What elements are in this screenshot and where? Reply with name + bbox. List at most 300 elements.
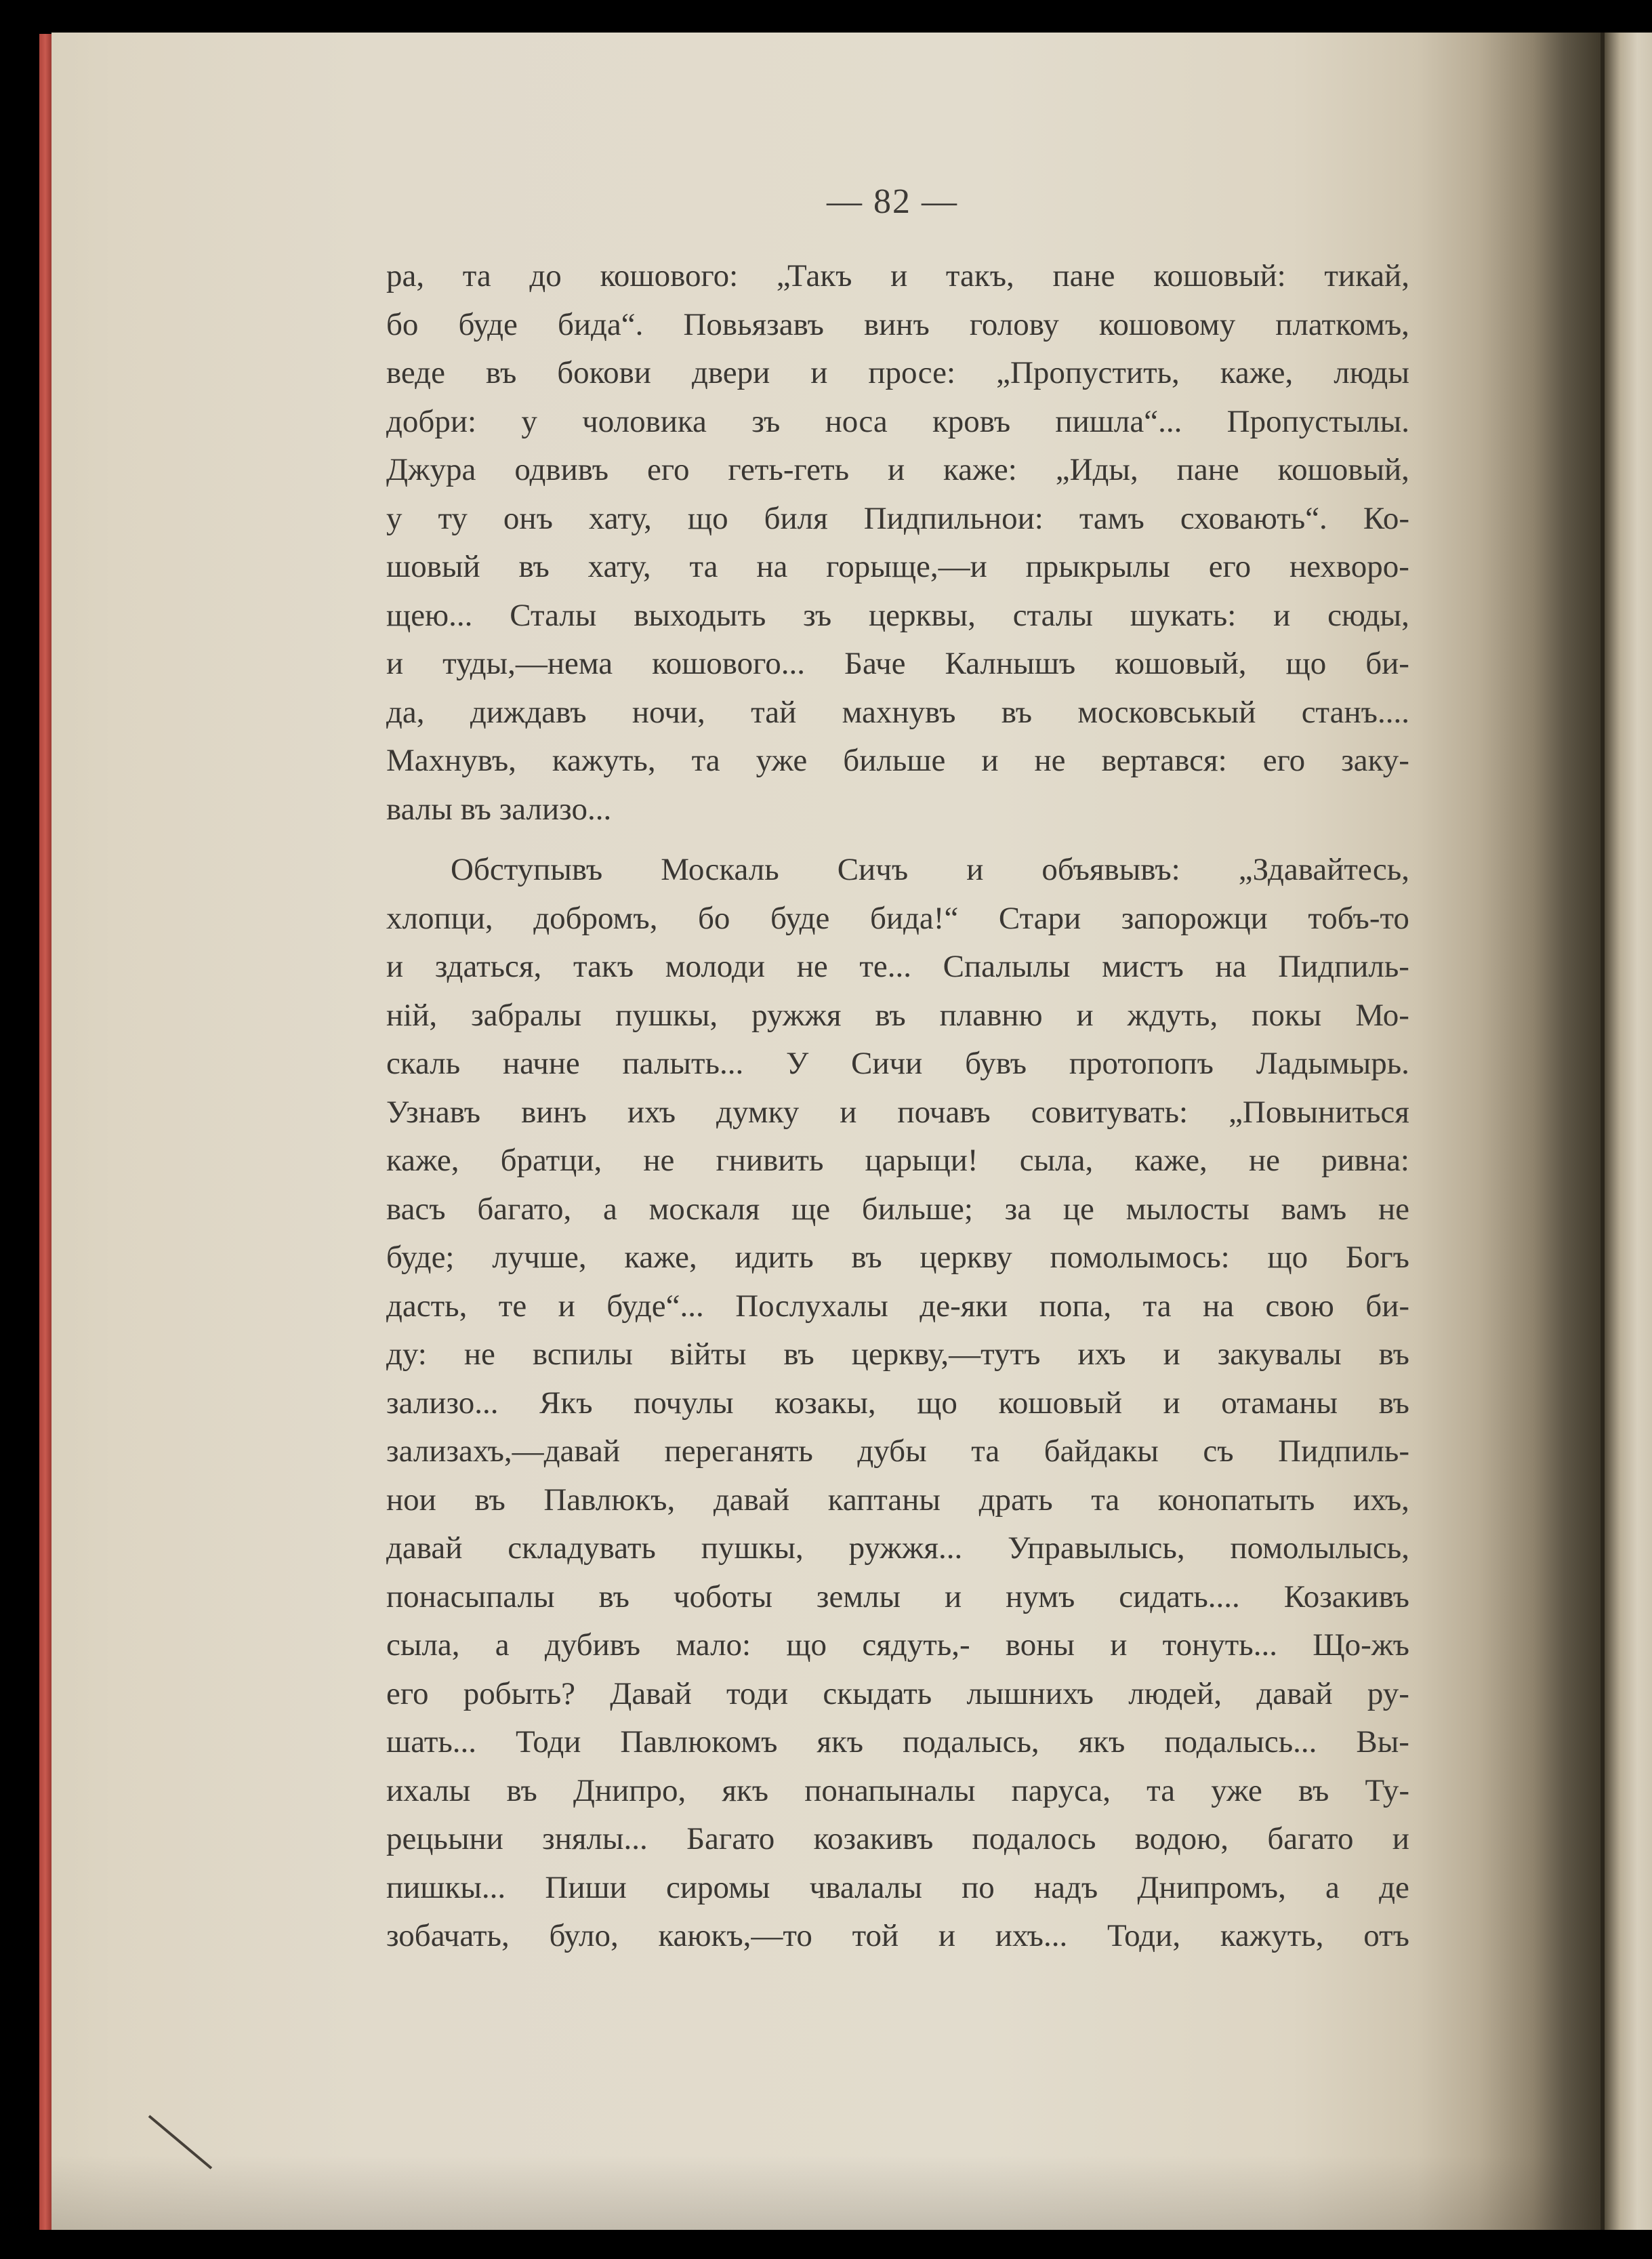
word: туды,—нема [442, 646, 613, 681]
word: „Такъ [776, 258, 852, 293]
word: тай [751, 694, 797, 730]
paragraph [386, 252, 1409, 834]
word: въ [783, 1337, 814, 1372]
word: идить [735, 1240, 814, 1275]
word: нумъ [1006, 1579, 1075, 1614]
word: такъ, [945, 258, 1014, 293]
word: и [1110, 1627, 1128, 1663]
word: чвалалы [809, 1869, 922, 1905]
word: винъ [521, 1094, 587, 1130]
word: ду: [386, 1337, 427, 1372]
word: „Здавайтесь, [1238, 852, 1409, 887]
word: тонуть... [1162, 1627, 1277, 1663]
word: платкомъ, [1275, 306, 1409, 342]
word: начне [502, 1046, 580, 1081]
word: кажуть, [552, 743, 656, 778]
word: би- [1365, 646, 1409, 681]
word: гнивить [716, 1143, 824, 1178]
word: протопопъ [1069, 1046, 1214, 1081]
word: и [558, 1288, 575, 1324]
word: ту [438, 500, 468, 536]
word: буде; [386, 1240, 455, 1275]
word: понапыналы [804, 1772, 976, 1808]
word: тикай, [1324, 258, 1409, 293]
word: що [687, 500, 728, 536]
word: каже, [386, 1143, 459, 1178]
word: сыла, [386, 1627, 460, 1663]
word: пишкы... [386, 1869, 506, 1905]
word: конопатыть [1157, 1482, 1315, 1518]
word: шать... [386, 1724, 477, 1759]
word: не [1248, 1143, 1280, 1178]
word: его [1262, 743, 1306, 778]
word: Пидпиль- [1278, 1433, 1409, 1469]
word: та [1147, 1772, 1176, 1808]
word: мылосты [1126, 1191, 1250, 1227]
next-page-edge [1603, 33, 1652, 2230]
word: ночи, [632, 694, 705, 730]
word: попа, [1039, 1288, 1112, 1324]
word: его [646, 452, 690, 487]
paragraph [386, 846, 1409, 1961]
text-line [386, 846, 1409, 895]
word: буде“... [606, 1288, 704, 1324]
word: сховають“. [1180, 500, 1327, 536]
word: помолылысь, [1230, 1530, 1409, 1566]
word: и [1273, 597, 1291, 633]
word: ихъ [627, 1094, 676, 1130]
text-line [386, 1912, 1409, 1961]
word: бильше; [861, 1191, 973, 1227]
text-line [386, 301, 1409, 350]
word: церкву [920, 1240, 1012, 1275]
word: геть-геть [728, 452, 850, 487]
word: Тоди [516, 1724, 581, 1759]
word: ружжя [751, 997, 842, 1033]
word: пушкы, [701, 1530, 804, 1566]
word: те... [859, 949, 912, 984]
word: пане [1176, 452, 1239, 487]
word: въ [875, 997, 906, 1033]
word: знялы... [542, 1821, 648, 1856]
word: каже: [943, 452, 1017, 487]
word: у [386, 500, 402, 536]
word: та [691, 743, 720, 778]
word: водою, [1134, 1821, 1229, 1856]
book-binding-gutter [1601, 33, 1605, 2230]
word: и [966, 852, 984, 887]
word: подалысь... [1164, 1724, 1317, 1759]
word: Вы- [1356, 1724, 1409, 1759]
word: совитувать: [1031, 1094, 1189, 1130]
word: на [1215, 949, 1247, 984]
word: те [498, 1288, 527, 1324]
word: Стари [998, 900, 1081, 936]
word: станъ.... [1301, 694, 1409, 730]
word: отаманы [1221, 1385, 1338, 1421]
word: скыдать [823, 1675, 932, 1711]
text-line [386, 1815, 1409, 1864]
word: бида!“ [869, 900, 959, 936]
word: уже [1211, 1772, 1262, 1808]
word: сядуть,- [862, 1627, 970, 1663]
word: рецьыни [386, 1821, 503, 1856]
word: ружжя... [848, 1530, 963, 1566]
word: и [386, 949, 404, 984]
word: землы [816, 1579, 901, 1614]
word: Сичи [851, 1046, 923, 1081]
text-line [386, 1573, 1409, 1622]
word: якъ [722, 1772, 769, 1808]
word: почулы [634, 1385, 734, 1421]
word: не [1034, 743, 1066, 778]
text-line [386, 1718, 1409, 1767]
word: съ [1203, 1433, 1234, 1469]
word: давай [713, 1482, 790, 1518]
text-line [386, 1137, 1409, 1185]
word: да, [386, 694, 425, 730]
word: Обступывъ [451, 852, 603, 887]
word: въ [851, 1240, 882, 1275]
word: „Иды, [1055, 452, 1138, 487]
word: багато, [477, 1191, 572, 1227]
word: кошовый, [1115, 646, 1247, 681]
word: въ [598, 1579, 629, 1614]
word: здаться, [434, 949, 542, 984]
word: та [462, 258, 491, 293]
word: дасть, [386, 1288, 468, 1324]
word: и [1163, 1385, 1180, 1421]
book-cover-edge [39, 34, 51, 2230]
word: давай [1256, 1675, 1333, 1711]
word: що [917, 1385, 957, 1421]
word: дубы [857, 1433, 927, 1469]
text-line [386, 1088, 1409, 1137]
word: винъ [863, 306, 930, 342]
word: и [887, 452, 905, 487]
word: люды [1334, 355, 1409, 390]
word: У [785, 1046, 809, 1081]
word: зъ [751, 403, 781, 439]
text-line [386, 1864, 1409, 1913]
word: его [1208, 549, 1252, 584]
word: де [1379, 1869, 1409, 1905]
word: почавъ [897, 1094, 991, 1130]
word: Пидпильнои: [863, 500, 1044, 536]
word: каюкъ,—то [658, 1918, 812, 1953]
word: багато [1267, 1821, 1354, 1856]
text-line [386, 1670, 1409, 1719]
word: на [1203, 1288, 1235, 1324]
word: сюды, [1327, 597, 1409, 633]
word: и [890, 258, 908, 293]
word: Тоди, [1107, 1918, 1181, 1953]
text-line [386, 1379, 1409, 1428]
text-line [386, 1040, 1409, 1088]
word: Днипро, [573, 1772, 686, 1808]
word: и [1392, 1821, 1409, 1856]
word: щею... [386, 597, 473, 633]
word: зализахъ,—давай [386, 1433, 620, 1469]
word: кошовому [1098, 306, 1236, 342]
word: Павлюкомъ [620, 1724, 778, 1759]
word: просе: [868, 355, 956, 390]
word: въ [1378, 1337, 1409, 1372]
word: зобачать, [386, 1918, 510, 1953]
word: ихъ... [995, 1918, 1068, 1953]
word: подалысь, [903, 1724, 1039, 1759]
word: Сичъ [837, 852, 909, 887]
word: що [786, 1627, 827, 1663]
word: кажуть, [1220, 1918, 1324, 1953]
word: такъ [573, 949, 634, 984]
word: драть [978, 1482, 1053, 1518]
word: и [1163, 1337, 1180, 1372]
word: думку [716, 1094, 800, 1130]
word: голову [969, 306, 1059, 342]
word: тоди [726, 1675, 789, 1711]
text-line [386, 1427, 1409, 1476]
word: плавню [939, 997, 1043, 1033]
word: понасыпалы [386, 1579, 555, 1614]
word: вспилы [532, 1337, 633, 1372]
word: въ [506, 1772, 537, 1808]
word: буде [458, 306, 518, 342]
word: Сталы [510, 597, 597, 633]
word: нои [386, 1482, 436, 1518]
word: Що-жъ [1313, 1627, 1409, 1663]
word: сыла, [1019, 1143, 1094, 1178]
word: байдакы [1044, 1433, 1159, 1469]
word: въ [1001, 694, 1033, 730]
word: не [463, 1337, 495, 1372]
word: „Повыниться [1228, 1094, 1409, 1130]
word: Повьязавъ [683, 306, 824, 342]
word: пане [1052, 258, 1115, 293]
word: бо [698, 900, 730, 936]
word: кошовый: [1153, 258, 1286, 293]
word: Баче [844, 646, 906, 681]
word: це [1062, 1191, 1094, 1227]
word: а [1325, 1869, 1340, 1905]
word: бида“. [557, 306, 644, 342]
word: складувать [508, 1530, 656, 1566]
word: ихъ [1077, 1337, 1126, 1372]
word: палыть... [622, 1046, 744, 1081]
word: махнувъ [842, 694, 956, 730]
word: одвивъ [514, 452, 609, 487]
word: нехворо- [1289, 549, 1409, 584]
word: пишла“... [1055, 403, 1182, 439]
word: молоди [665, 949, 766, 984]
word: давай [386, 1530, 463, 1566]
text-line [386, 1185, 1409, 1234]
word: Богъ [1345, 1240, 1409, 1275]
word: тобъ-то [1308, 900, 1409, 936]
text-line [386, 992, 1409, 1040]
word: каже, [624, 1240, 697, 1275]
word: Ту- [1365, 1772, 1409, 1808]
word: Багато [686, 1821, 775, 1856]
word: хату, [587, 549, 651, 584]
word: людей, [1128, 1675, 1222, 1711]
body-text [386, 252, 1409, 1961]
word: двери [691, 355, 770, 390]
word: въ [1298, 1772, 1329, 1808]
word: війты [669, 1337, 747, 1372]
word: було, [549, 1918, 619, 1953]
word: и [981, 743, 999, 778]
word: онъ [503, 500, 553, 536]
word: якъ [817, 1724, 864, 1759]
word: мистъ [1102, 949, 1184, 984]
word: заку- [1341, 743, 1409, 778]
text-line [386, 895, 1409, 943]
word: Узнавъ [386, 1094, 481, 1130]
word: забралы [471, 997, 582, 1033]
word: ждуть, [1127, 997, 1218, 1033]
word: Управылысь, [1008, 1530, 1185, 1566]
word: отъ [1363, 1918, 1409, 1953]
word: би- [1365, 1288, 1409, 1324]
word: та [1091, 1482, 1120, 1518]
text-line [386, 1524, 1409, 1573]
word: уже [756, 743, 808, 778]
word: що [1267, 1240, 1308, 1275]
word: що [1285, 646, 1327, 681]
word: а [495, 1627, 510, 1663]
word: Послухалы [735, 1288, 888, 1324]
word: въ [474, 1482, 505, 1518]
word: та [1142, 1288, 1172, 1324]
page-number: — 82 — [827, 182, 958, 221]
text-line [386, 1234, 1409, 1282]
word: покы [1252, 997, 1322, 1033]
text-line [386, 398, 1409, 447]
word: царыци! [865, 1143, 978, 1178]
word: въ [485, 355, 517, 390]
word: козакы, [775, 1385, 876, 1421]
text-line [386, 640, 1409, 689]
word: и [386, 646, 404, 681]
word: и [938, 1918, 956, 1953]
word: выходыть [634, 597, 766, 633]
word: мало: [676, 1627, 751, 1663]
word: добромъ, [533, 900, 658, 936]
word: шовый [386, 549, 480, 584]
word: бокови [557, 355, 651, 390]
word: ру- [1367, 1675, 1409, 1711]
paragraph-gap [386, 834, 1409, 846]
word: ривна: [1321, 1143, 1409, 1178]
word: Мо- [1355, 997, 1409, 1033]
word: каже, [1134, 1143, 1207, 1178]
word: сиромы [666, 1869, 770, 1905]
word: Пиши [545, 1869, 627, 1905]
word: ихалы [386, 1772, 471, 1808]
word: зализо... [386, 1385, 499, 1421]
word: Ладымырь. [1256, 1046, 1409, 1081]
word: Якъ [539, 1385, 593, 1421]
word: кошовый [998, 1385, 1123, 1421]
text-line [386, 1476, 1409, 1525]
word: кровъ [932, 403, 1011, 439]
word: помолымось: [1050, 1240, 1230, 1275]
word: а [602, 1191, 617, 1227]
word: той [852, 1918, 899, 1953]
word: де-яки [920, 1288, 1008, 1324]
text-line [386, 737, 1409, 786]
word: ра, [386, 258, 425, 293]
word: кошовый, [1277, 452, 1409, 487]
word: и [945, 1579, 962, 1614]
word: бо [386, 306, 419, 342]
word: объявывъ: [1041, 852, 1180, 887]
word: добри: [386, 403, 477, 439]
word: диждавъ [470, 694, 587, 730]
word: чоботы [673, 1579, 772, 1614]
word: не [1378, 1191, 1409, 1227]
word: и [810, 355, 828, 390]
text-line [386, 1767, 1409, 1816]
word: по [962, 1869, 995, 1905]
word: церкву,—тутъ [851, 1337, 1041, 1372]
word: Днипромъ, [1137, 1869, 1286, 1905]
word: биля [764, 500, 828, 536]
word: та [971, 1433, 1000, 1469]
word: пушкы, [615, 997, 718, 1033]
word: закувалы [1217, 1337, 1342, 1372]
word: переганять [664, 1433, 813, 1469]
word: чоловика [582, 403, 707, 439]
word: москаля [648, 1191, 760, 1227]
word: за [1004, 1191, 1032, 1227]
word: надъ [1033, 1869, 1098, 1905]
text-line: валы въ зализо... [386, 791, 612, 827]
word: шукать: [1130, 597, 1237, 633]
word: Павлюкъ, [543, 1482, 676, 1518]
word: у [521, 403, 537, 439]
word: лучше, [492, 1240, 587, 1275]
word: и [1076, 997, 1094, 1033]
word: якъ [1078, 1724, 1126, 1759]
word: его [386, 1675, 429, 1711]
word: братци, [500, 1143, 602, 1178]
word: воны [1005, 1627, 1075, 1663]
word: лышнихъ [966, 1675, 1094, 1711]
word: Ко- [1363, 500, 1409, 536]
word: тамъ [1079, 500, 1144, 536]
word: васъ [386, 1191, 446, 1227]
word: Пидпиль- [1278, 949, 1409, 984]
word: зъ [803, 597, 832, 633]
text-line [386, 543, 1409, 592]
text-line [386, 592, 1409, 640]
word: церквы, [869, 597, 976, 633]
text-line [386, 943, 1409, 992]
word: московськый [1077, 694, 1256, 730]
word: робыть? [463, 1675, 576, 1711]
word: Москаль [661, 852, 779, 887]
page-shadow [51, 2155, 1603, 2230]
word: свою [1265, 1288, 1334, 1324]
word: хату, [588, 500, 652, 536]
word: вамъ [1281, 1191, 1347, 1227]
word: носа [825, 403, 888, 439]
word: дубивъ [544, 1627, 641, 1663]
word: паруса, [1011, 1772, 1111, 1808]
word: Пропустылы. [1226, 403, 1409, 439]
